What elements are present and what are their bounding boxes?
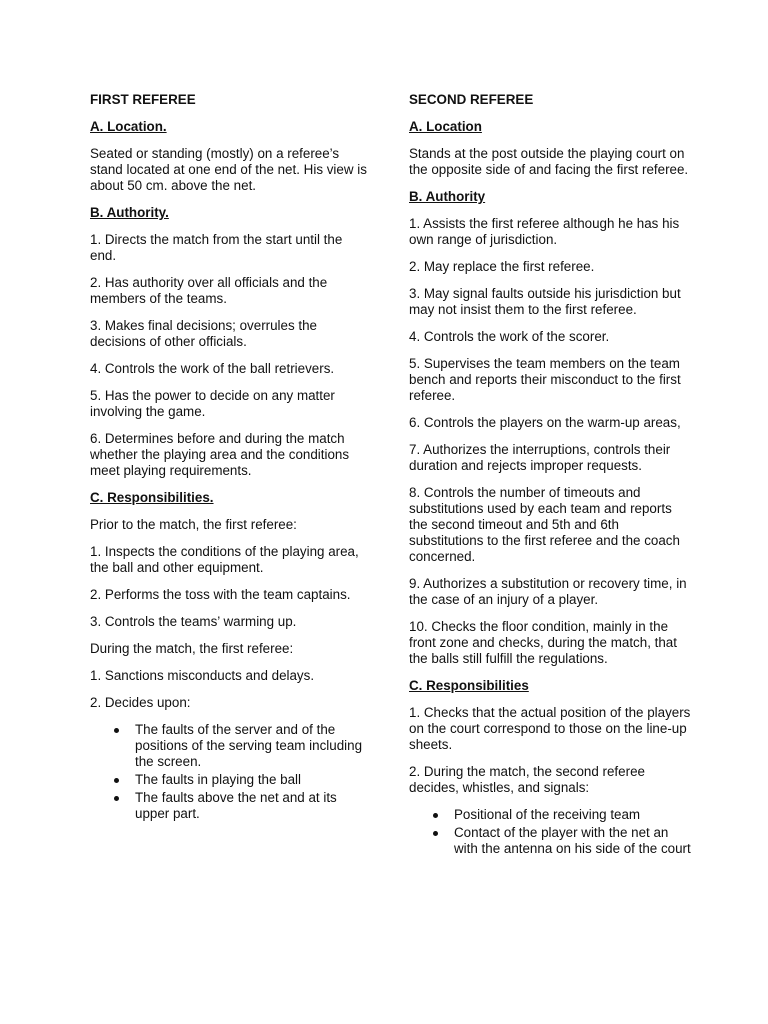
list-item: The faults of the server and of the positions of the serving team including the screen.: [135, 722, 372, 770]
first-referee-during-item: 2. Decides upon:: [90, 695, 191, 710]
second-referee-authority-item: 9. Authorizes a substitution or recovery time, in the case of an injury of a player.: [409, 576, 687, 607]
first-referee-responsibilities-heading: C. Responsibilities.: [90, 490, 214, 505]
first-referee-authority-item: 3. Makes final decisions; overrules the decisions of other officials.: [90, 318, 318, 349]
second-referee-authority-item: 10. Checks the floor condition, mainly in the front zone and checks, during the match, that the balls still fulfill the regulations.: [409, 619, 677, 666]
first-referee-column: [90, 92, 372, 824]
first-referee-prior-item: 2. Performs the toss with the team captains.: [90, 587, 351, 602]
first-referee-authority-item: 4. Controls the work of the ball retrievers.: [90, 361, 335, 376]
first-referee-authority-item: 2. Has authority over all officials and the members of the teams.: [90, 275, 328, 306]
first-referee-location-heading: A. Location.: [90, 119, 167, 134]
second-referee-location-text: Stands at the post outside the playing court on the opposite side of and facing the first referee.: [409, 146, 689, 177]
first-referee-faults-list: [90, 722, 372, 822]
second-referee-column: [409, 92, 691, 859]
first-referee-during-item: 1. Sanctions misconducts and delays.: [90, 668, 315, 683]
second-referee-authority-item: 4. Controls the work of the scorer.: [409, 329, 610, 344]
second-referee-authority-item: 5. Supervises the team members on the team bench and reports their misconduct to the first referee.: [409, 356, 681, 403]
second-referee-signals-list: [409, 807, 691, 857]
first-referee-authority-item: 6. Determines before and during the match whether the playing area and the conditions meet playing requirements.: [90, 431, 350, 478]
second-referee-authority-item: 3. May signal faults outside his jurisdiction but may not insist them to the first referee.: [409, 286, 681, 317]
second-referee-authority-item: 2. May replace the first referee.: [409, 259, 595, 274]
first-referee-authority-item: 1. Directs the match from the start until the end.: [90, 232, 343, 263]
list-item: Contact of the player with the net an with the antenna on his side of the court: [454, 825, 691, 856]
second-referee-responsibility-item: 2. During the match, the second referee decides, whistles, and signals:: [409, 764, 645, 795]
list-item: Positional of the receiving team: [454, 807, 691, 823]
second-referee-authority-item: 7. Authorizes the interruptions, controls their duration and rejects improper requests.: [409, 442, 671, 473]
first-referee-prior-intro: Prior to the match, the first referee:: [90, 517, 297, 532]
first-referee-during-intro: During the match, the first referee:: [90, 641, 294, 656]
second-referee-title: SECOND REFEREE: [409, 92, 534, 107]
first-referee-location-text: Seated or standing (mostly) on a referee’s stand located at one end of the net. His view is about 50 cm. above the net.: [90, 146, 367, 193]
second-referee-location-heading: A. Location: [409, 119, 482, 134]
second-referee-authority-item: 1. Assists the first referee although he has his own range of jurisdiction.: [409, 216, 680, 247]
second-referee-responsibilities-heading: C. Responsibilities: [409, 678, 529, 693]
list-item: The faults in playing the ball: [135, 772, 372, 788]
list-item: The faults above the net and at its upper part.: [135, 790, 372, 822]
first-referee-prior-item: 3. Controls the teams’ warming up.: [90, 614, 297, 629]
second-referee-authority-item: 8. Controls the number of timeouts and substitutions used by each team and reports the second timeout and 5th and 6th substitutions to the first referee and the coach concerned.: [409, 485, 680, 564]
first-referee-title: FIRST REFEREE: [90, 92, 196, 107]
second-referee-authority-item: 6. Controls the players on the warm-up areas,: [409, 415, 681, 430]
first-referee-prior-item: 1. Inspects the conditions of the playing area, the ball and other equipment.: [90, 544, 359, 575]
first-referee-authority-heading: B. Authority.: [90, 205, 169, 220]
first-referee-authority-item: 5. Has the power to decide on any matter involving the game.: [90, 388, 335, 419]
second-referee-responsibility-item: 1. Checks that the actual position of the players on the court correspond to those on the line-up sheets.: [409, 705, 691, 752]
second-referee-authority-heading: B. Authority: [409, 189, 486, 204]
